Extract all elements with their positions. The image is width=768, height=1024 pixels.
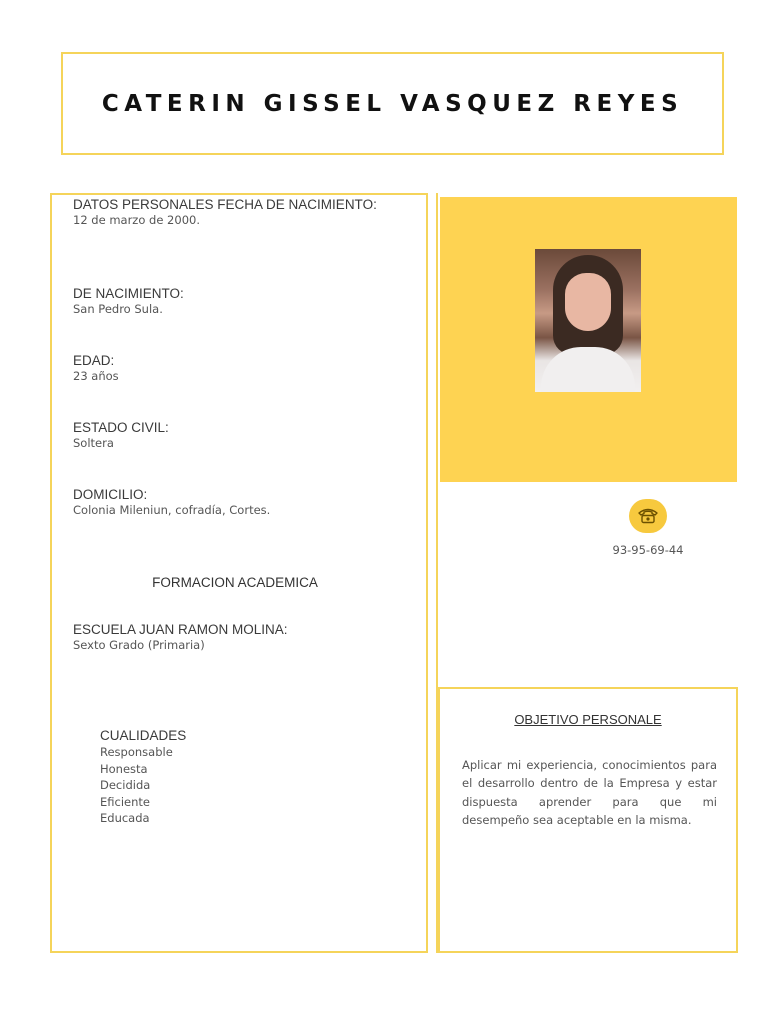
field-civil-status <box>73 419 169 451</box>
field-school-value: Sexto Grado (Primaria) <box>73 638 205 652</box>
field-birth-place: DE NACIMIENTO: San Pedro Sula. <box>73 286 184 316</box>
field-address-label: DOMICILIO <box>73 487 144 502</box>
list-item: Eficiente <box>100 794 150 809</box>
objective-text: Aplicar mi experiencia, conocimientos para el desarrollo dentro de la Empresa y estar dispuesta aprender para que mi desempeño sea aceptable en la misma. <box>462 758 717 828</box>
field-school <box>73 621 288 653</box>
field-age-label: EDAD: <box>73 353 115 368</box>
field-birth-place-label: DE NACIMIENTO <box>73 286 181 301</box>
field-birth-date-value: 12 de marzo de 2000. <box>73 213 200 227</box>
field-birth-date-label: DATOS PERSONALES FECHA DE NACIMIENTO <box>73 197 374 212</box>
field-address-value: Colonia Mileniun, cofradía, Cortes. <box>73 503 271 517</box>
phone-number: 93-95-69-44 <box>612 543 684 557</box>
list-item: Honesta <box>100 761 148 776</box>
field-age <box>73 352 119 384</box>
education-section-title: FORMACION ACADEMICA <box>152 575 318 590</box>
field-age-value: 23 años <box>73 369 119 383</box>
list-item: Educada <box>100 811 150 826</box>
objective-title: OBJETIVO PERSONALE <box>514 712 662 727</box>
field-civil-status-value: Soltera <box>73 436 114 450</box>
field-address: DOMICILIO: Colonia Mileniun, cofradía, Cortes. <box>73 487 271 517</box>
list-item: Responsable <box>100 745 173 759</box>
phone-icon <box>629 499 667 533</box>
full-name: CATERIN GISSEL VASQUEZ REYES <box>101 90 684 117</box>
list-item: Decidida <box>100 778 151 793</box>
field-birth-date: DATOS PERSONALES FECHA DE NACIMIENTO: 12 de marzo de 2000. <box>73 197 377 227</box>
qualities-title: CUALIDADES <box>100 728 187 743</box>
profile-photo <box>535 249 641 392</box>
field-school-label: ESCUELA JUAN RAMON MOLINA: <box>73 622 288 637</box>
qualities-list <box>100 727 186 827</box>
name-header-box <box>61 52 724 155</box>
field-birth-place-value: San Pedro Sula. <box>73 302 163 316</box>
field-civil-status-label: ESTADO CIVIL: <box>73 420 169 435</box>
